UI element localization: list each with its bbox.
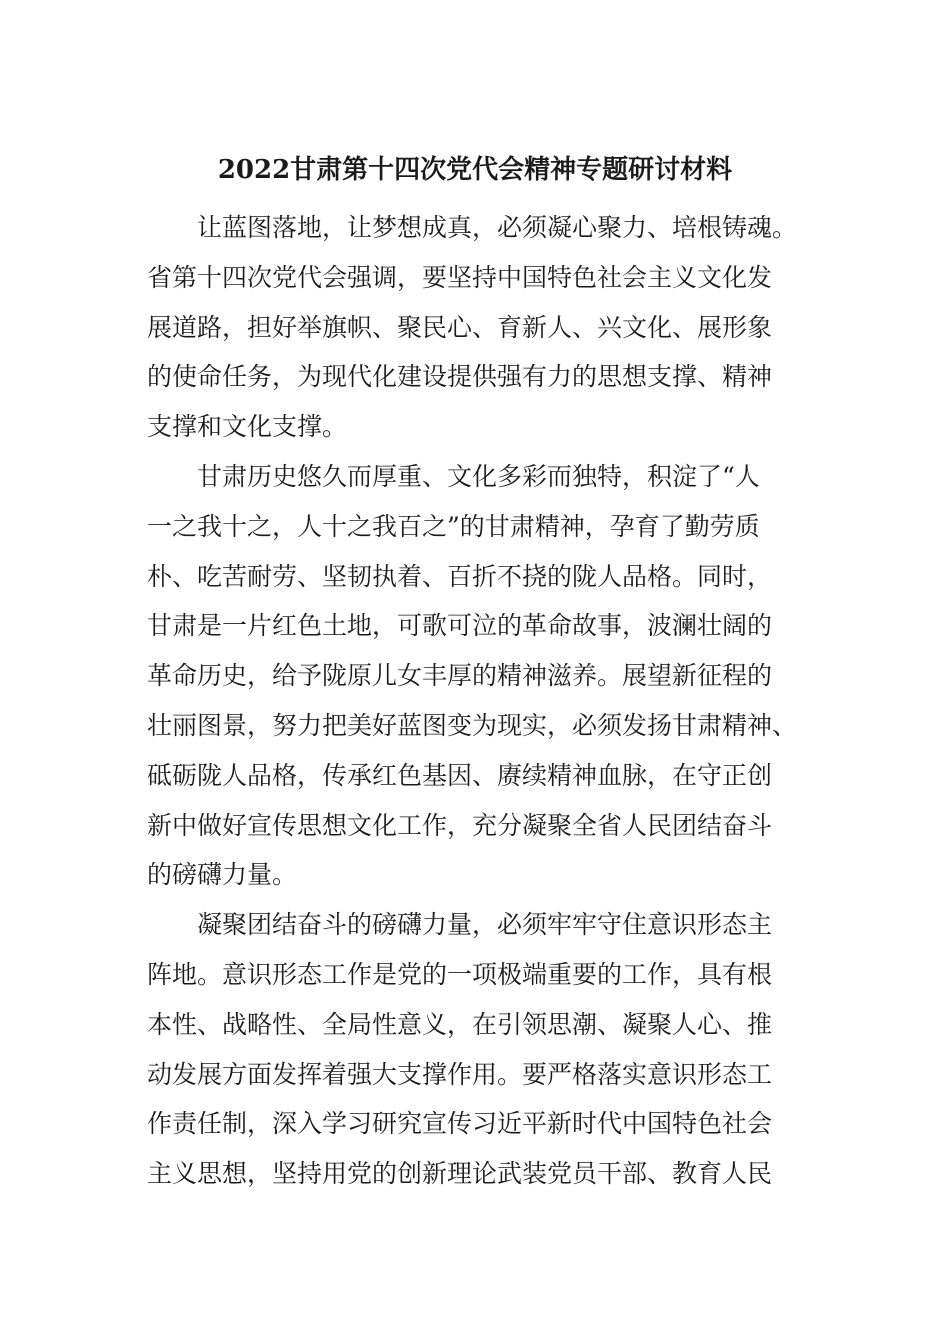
paragraph-2-line-3: 朴、吃苦耐劳、坚韧执着、百折不挠的陇人品格。同时， bbox=[147, 561, 773, 591]
paragraph-3-line-1: 凝聚团结奋斗的磅礴力量，必须牢牢守住意识形态主 bbox=[197, 910, 773, 940]
paragraph-2-line-7: 砥砺陇人品格，传承红色基因、赓续精神血脉，在守正创 bbox=[147, 760, 773, 790]
paragraph-2-line-2: 一之我十之，人十之我百之”的甘肃精神，孕育了勤劳质 bbox=[147, 511, 760, 541]
paragraph-2-line-4: 甘肃是一片红色土地，可歌可泣的革命故事，波澜壮阔的 bbox=[147, 611, 773, 641]
paragraph-2-line-5: 革命历史，给予陇原儿女丰厚的精神滋养。展望新征程的 bbox=[147, 661, 773, 691]
paragraph-1-line-2: 省第十四次党代会强调，要坚持中国特色社会主义文化发 bbox=[147, 262, 773, 292]
paragraph-1-line-1: 让蓝图落地，让梦想成真，必须凝心聚力、培根铸魂。 bbox=[197, 213, 798, 242]
paragraph-1-line-3: 展道路，担好举旗帜、聚民心、育新人、兴文化、展形象 bbox=[147, 312, 773, 342]
paragraph-1-line-5: 支撑和文化支撑。 bbox=[147, 412, 348, 442]
document-body bbox=[147, 203, 803, 1199]
paragraph-3-line-6: 主义思想，坚持用党的创新理论武装党员干部、教育人民 bbox=[147, 1159, 773, 1189]
paragraph-2-line-8: 新中做好宣传思想文化工作，充分凝聚全省人民团结奋斗 bbox=[147, 810, 773, 840]
paragraph-3-line-2: 阵地。意识形态工作是党的一项极端重要的工作，具有根 bbox=[147, 959, 773, 989]
paragraph-3-line-5: 作责任制，深入学习研究宣传习近平新时代中国特色社会 bbox=[147, 1109, 773, 1139]
paragraph-1-line-4: 的使命任务，为现代化建设提供强有力的思想支撑、精神 bbox=[147, 362, 773, 392]
paragraph-2-line-1: 甘肃历史悠久而厚重、文化多彩而独特，积淀了“人 bbox=[197, 461, 760, 491]
paragraph-2-line-9: 的磅礴力量。 bbox=[147, 860, 298, 890]
paragraph-2-line-6: 壮丽图景，努力把美好蓝图变为现实，必须发扬甘肃精神、 bbox=[147, 710, 798, 740]
paragraph-3-line-3: 本性、战略性、全局性意义，在引领思潮、凝聚人心、推 bbox=[147, 1009, 773, 1039]
paragraph-3-line-4: 动发展方面发挥着强大支撑作用。要严格落实意识形态工 bbox=[147, 1059, 773, 1089]
document-title: 2022甘肃第十四次党代会精神专题研讨材料 bbox=[217, 155, 733, 186]
